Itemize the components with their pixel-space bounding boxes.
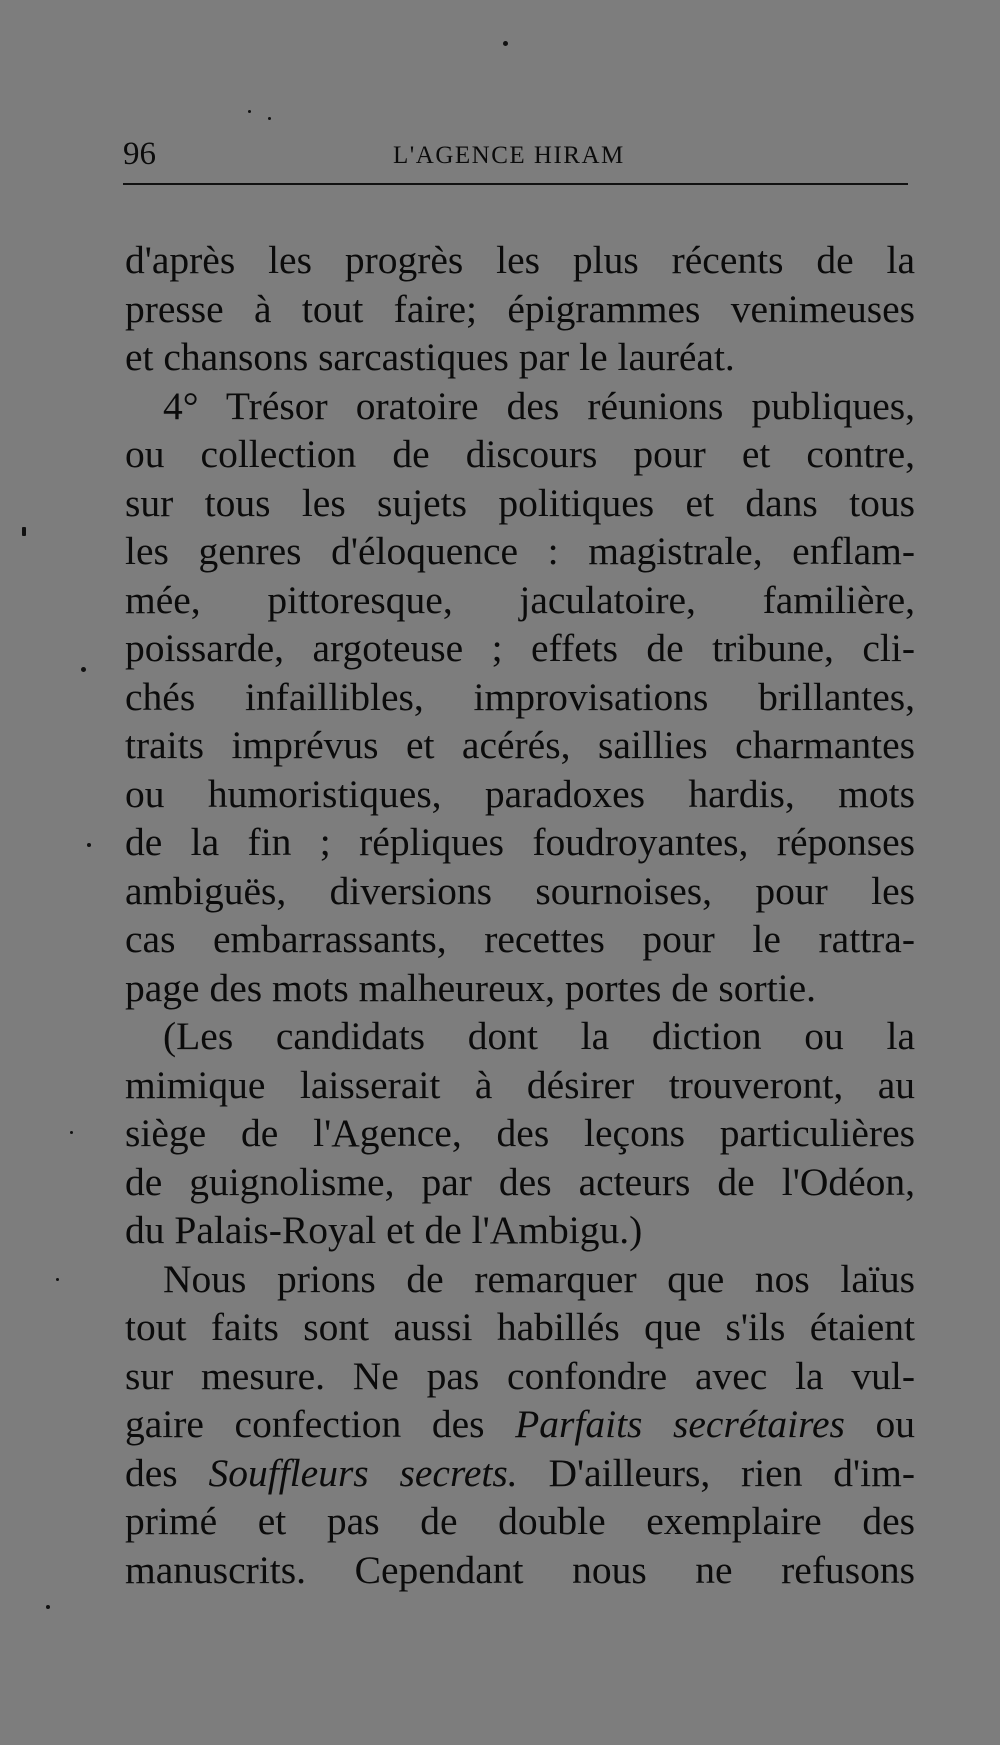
text-line: ou humoristiques, paradoxes hardis, mots — [125, 771, 915, 816]
italic-title: Souffleurs secrets. — [208, 1450, 518, 1495]
text-segment: gaire confection des — [125, 1402, 485, 1446]
text-segment: des — [125, 1450, 178, 1495]
page-header — [123, 132, 908, 176]
text-line: sur mesure. Ne pas confondre avec la vul- — [125, 1353, 915, 1398]
scan-speck — [248, 110, 251, 113]
scan-speck — [70, 1131, 73, 1134]
scan-speck — [87, 843, 91, 847]
text-line: presse à tout faire; épigrammes venimeuses — [125, 286, 915, 331]
text-line: du Palais-Royal et de l'Ambigu.) — [125, 1208, 643, 1252]
text-line: (Les candidats dont la diction ou la — [163, 1014, 915, 1058]
text-line: d'après les progrès les plus récents de la — [125, 238, 915, 282]
text-line: mimique laisserait à désirer trouveront, au — [125, 1062, 915, 1107]
italic-title: Parfaits secrétaires — [515, 1402, 845, 1446]
scan-speck — [22, 527, 26, 536]
scan-speck — [503, 41, 508, 46]
scan-speck — [56, 1278, 59, 1281]
body-text — [125, 236, 915, 1594]
text-line: mée, pittoresque, jaculatoire, familière, — [125, 577, 915, 622]
text-line: page des mots malheureux, portes de sortie. — [125, 965, 817, 1010]
text-line: siège de l'Agence, des leçons particulières — [125, 1111, 915, 1155]
text-line: poissarde, argoteuse ; effets de tribune, cli- — [125, 626, 915, 670]
text-line: sur tous les sujets politiques et dans tous — [125, 480, 915, 525]
text-line: chés infaillibles, improvisations brillantes, — [125, 674, 915, 719]
text-line: de guignolisme, par des acteurs de l'Odéon, — [125, 1159, 915, 1204]
text-line-mixed — [125, 1400, 915, 1449]
text-line: primé et pas de double exemplaire des — [125, 1499, 915, 1543]
text-line-mixed — [125, 1449, 915, 1498]
text-line: ou collection de discours pour et contre, — [125, 432, 915, 476]
page-number: 96 — [123, 136, 156, 172]
running-head: L'AGENCE HIRAM — [393, 142, 625, 169]
scan-speck — [46, 1605, 50, 1609]
text-line: les genres d'éloquence : magistrale, enflam- — [125, 529, 915, 573]
text-segment: ou — [875, 1402, 915, 1446]
header-rule — [123, 183, 908, 185]
scan-speck — [81, 667, 86, 672]
text-line: cas embarrassants, recettes pour le rattra- — [125, 917, 915, 961]
text-line: 4° Trésor oratoire des réunions publiques, — [163, 383, 915, 428]
text-line: Nous prions de remarquer que nos laïus — [163, 1256, 915, 1301]
text-line: tout faits sont aussi habillés que s'ils étaient — [125, 1305, 915, 1349]
text-line: ambiguës, diversions sournoises, pour les — [125, 868, 915, 913]
scan-speck — [268, 117, 271, 120]
text-line: et chansons sarcastiques par le lauréat. — [125, 335, 735, 379]
text-line: de la fin ; répliques foudroyantes, réponses — [125, 820, 915, 864]
text-line: traits imprévus et acérés, saillies charmantes — [125, 723, 915, 767]
text-segment: D'ailleurs, rien d'im- — [548, 1450, 915, 1495]
text-line: manuscrits. Cependant nous ne refusons — [125, 1547, 915, 1592]
